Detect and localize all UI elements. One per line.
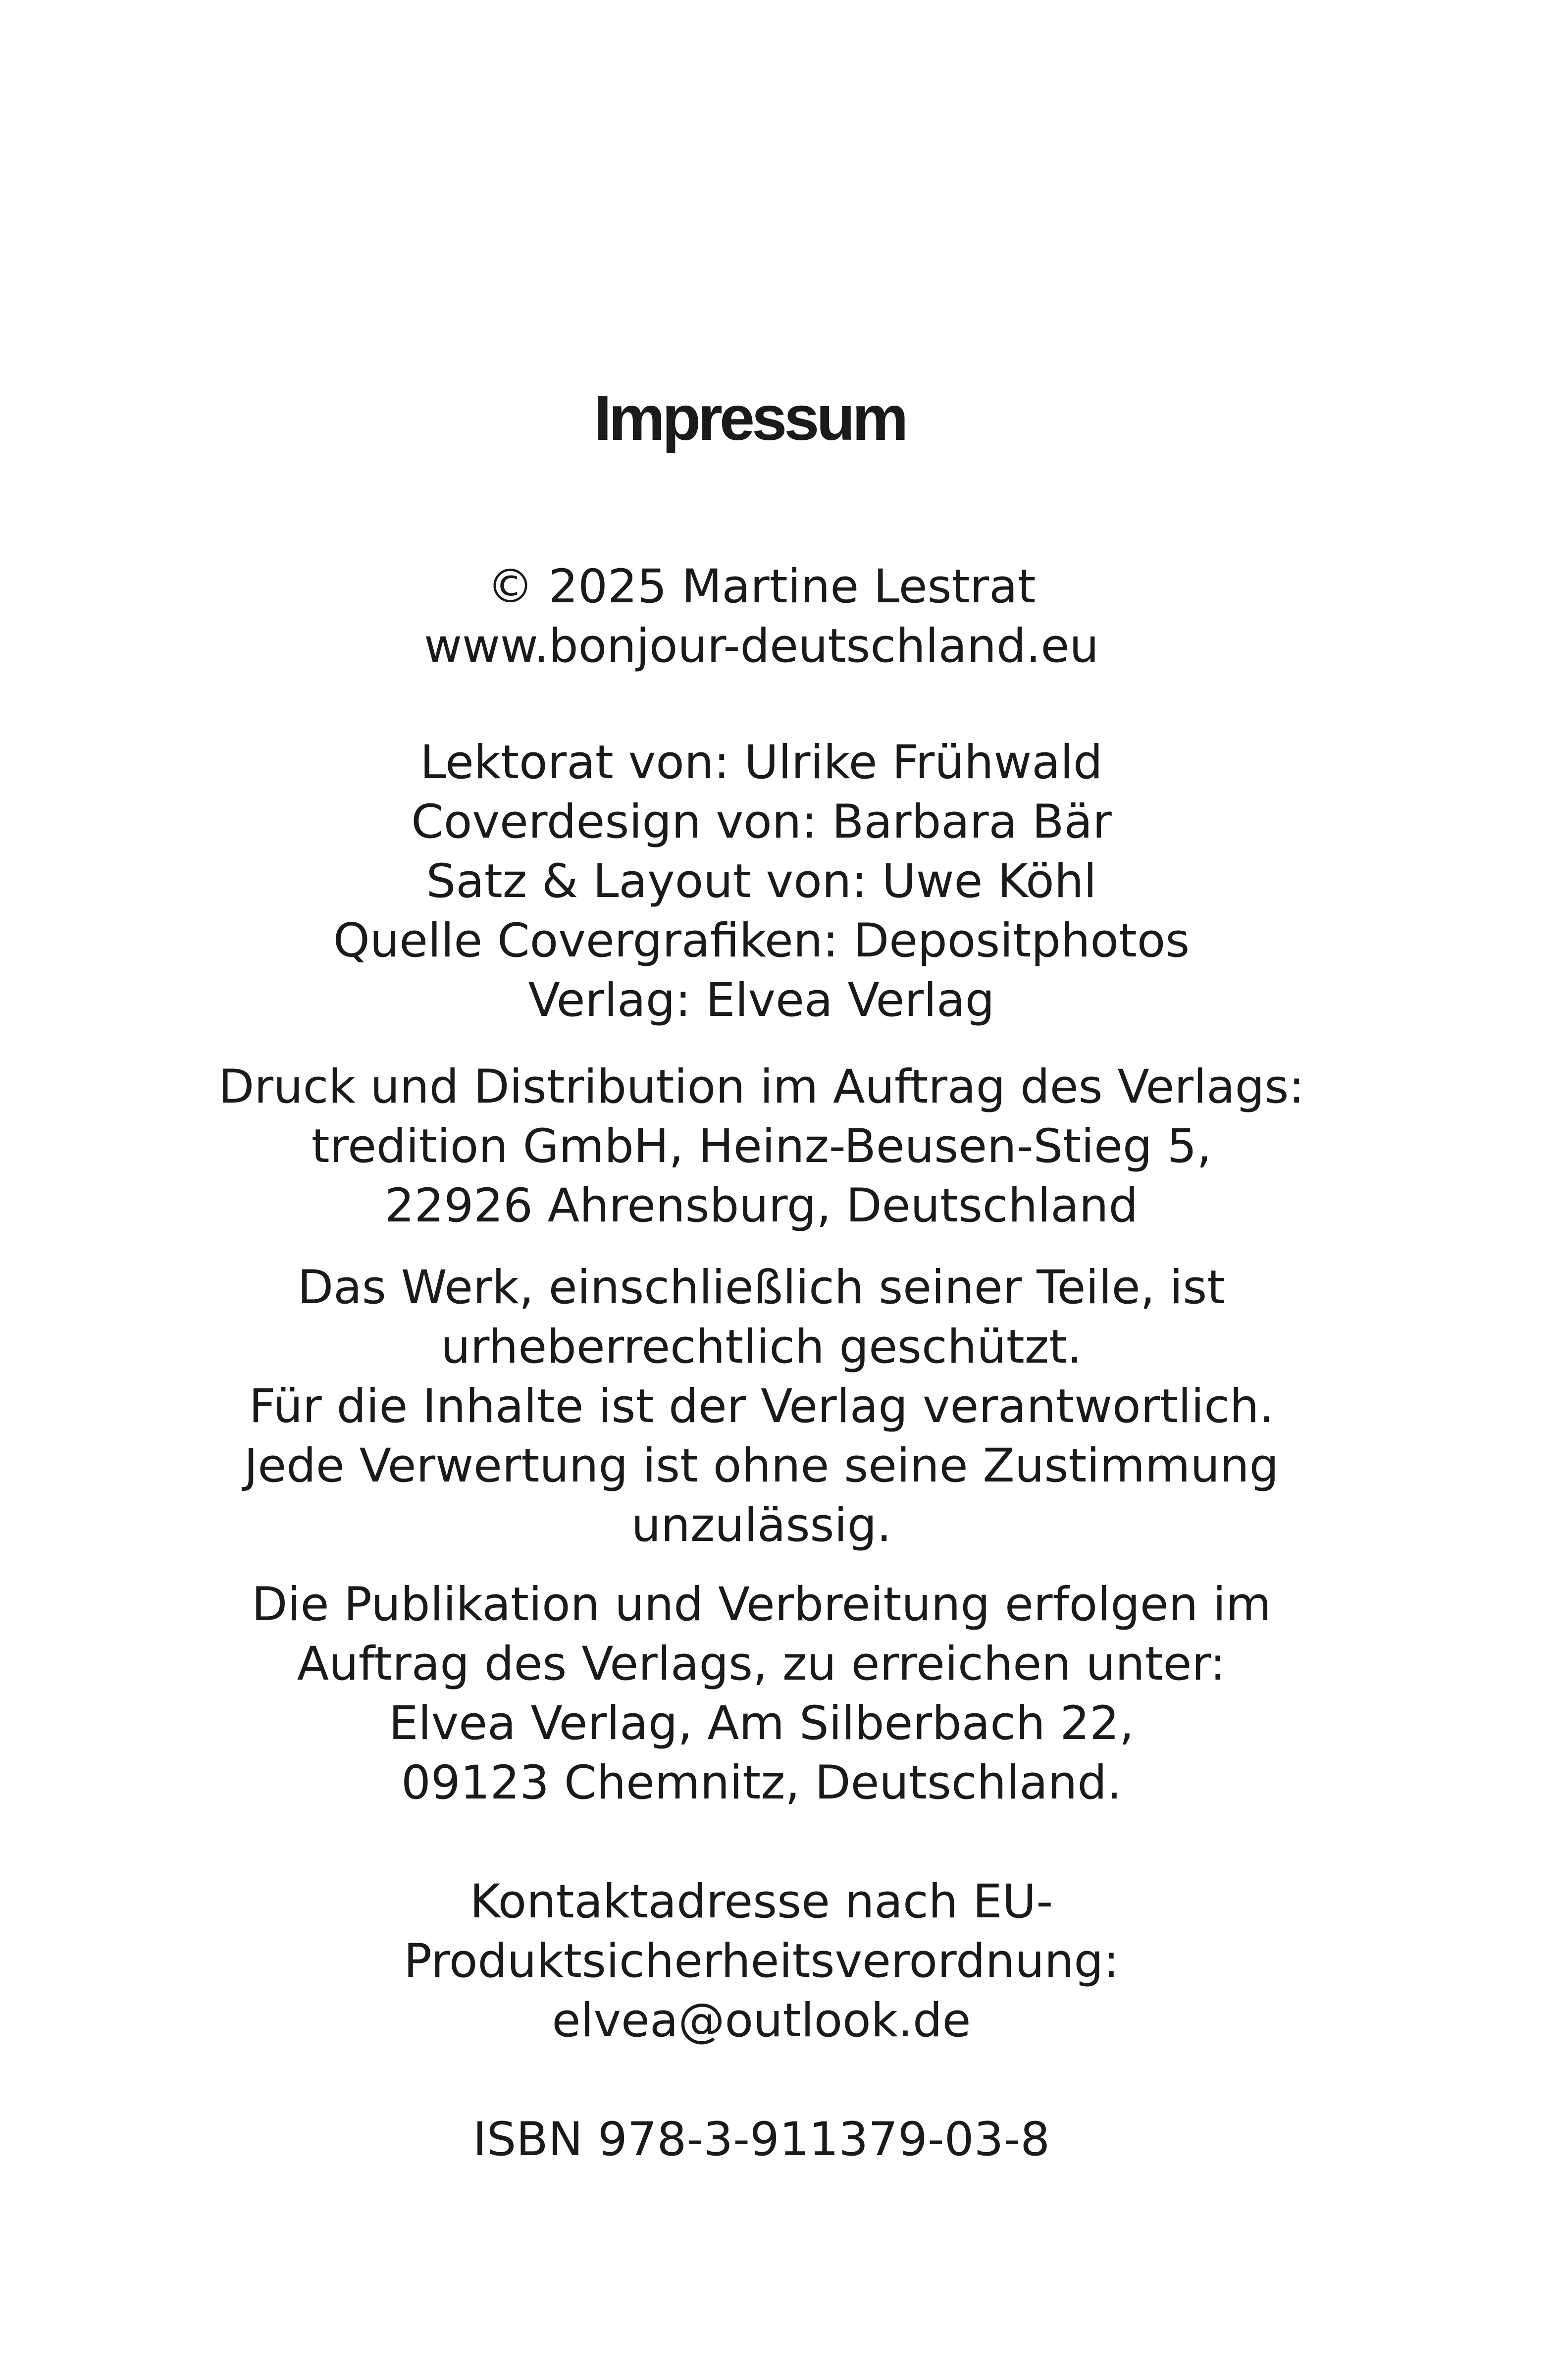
rights-line-5: unzulässig. bbox=[631, 1498, 892, 1552]
isbn-block bbox=[0, 2110, 1523, 2169]
website-link[interactable]: www.bonjour-deutschland.eu bbox=[424, 619, 1099, 673]
rights-line-2: urheberrechtlich geschützt. bbox=[441, 1320, 1082, 1374]
verlag-line: Verlag: Elvea Verlag bbox=[528, 973, 995, 1027]
isbn-line: ISBN 978-3-911379-03-8 bbox=[472, 2113, 1050, 2167]
rights-line-1: Das Werk, einschließlich seiner Teile, ist bbox=[297, 1261, 1226, 1315]
coverdesign-line: Coverdesign von: Barbara Bär bbox=[411, 795, 1112, 849]
rights-line-3: Für die Inhalte ist der Verlag verantwortlich. bbox=[249, 1379, 1274, 1433]
druck-line-3: 22926 Ahrensburg, Deutschland bbox=[384, 1179, 1139, 1233]
lektorat-line: Lektorat von: Ulrike Frühwald bbox=[420, 736, 1103, 790]
publication-block bbox=[0, 1575, 1523, 1813]
satz-layout-line: Satz & Layout von: Uwe Köhl bbox=[426, 854, 1097, 908]
druck-line-1: Druck und Distribution im Auftrag des Verlags: bbox=[218, 1060, 1304, 1114]
covergrafiken-source-line: Quelle Covergrafiken: Depositphotos bbox=[333, 914, 1190, 968]
contact-line-1: Kontaktadresse nach EU- bbox=[469, 1875, 1053, 1929]
rights-line-4: Jede Verwertung ist ohne seine Zustimmung bbox=[244, 1439, 1279, 1493]
rights-block bbox=[0, 1258, 1523, 1555]
druck-block bbox=[0, 1058, 1523, 1236]
page-title: Impressum bbox=[594, 383, 906, 454]
contact-block bbox=[0, 1872, 1523, 2051]
publication-line-1: Die Publikation und Verbreitung erfolgen im bbox=[252, 1578, 1271, 1632]
copyright-line: © 2025 Martine Lestrat bbox=[487, 560, 1036, 614]
contact-email-link[interactable]: elvea@outlook.de bbox=[552, 1994, 971, 2048]
publication-line-4: 09123 Chemnitz, Deutschland. bbox=[401, 1756, 1122, 1810]
contact-line-2: Produktsicherheitsverordnung: bbox=[404, 1934, 1119, 1988]
publication-line-2: Auftrag des Verlags, zu erreichen unter: bbox=[297, 1637, 1226, 1691]
druck-line-2: tredition GmbH, Heinz-Beusen-Stieg 5, bbox=[311, 1119, 1212, 1173]
credits-block bbox=[0, 733, 1523, 1030]
copyright-block bbox=[0, 557, 1523, 676]
publication-line-3: Elvea Verlag, Am Silberbach 22, bbox=[389, 1696, 1134, 1750]
